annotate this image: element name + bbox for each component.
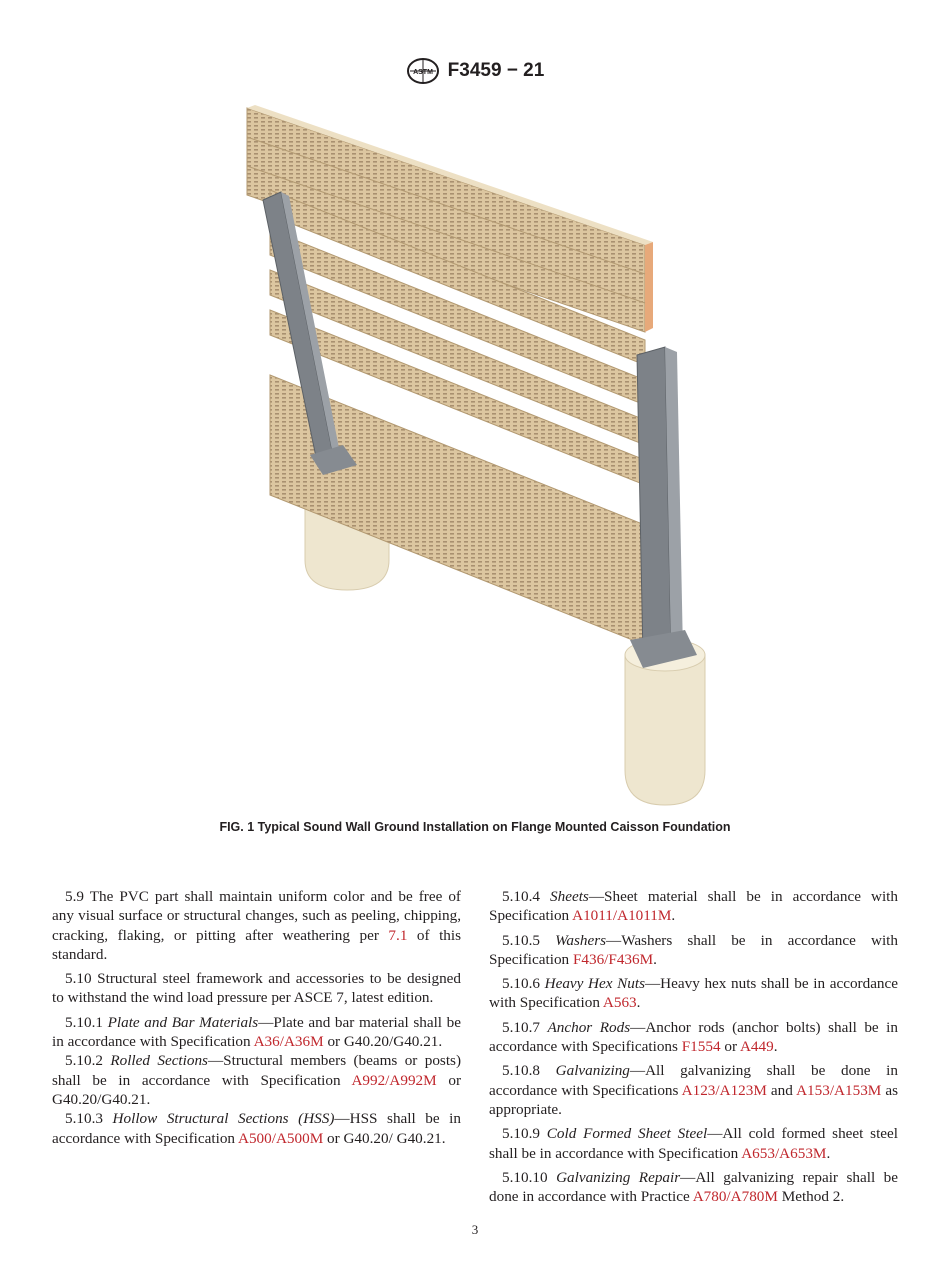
sound-wall-figure [225,100,725,815]
paragraph-5-10: 5.10 Structural steel framework and accessories to be designed to withstand the wind load pressure per ASCE 7, latest edition. [52,970,462,1007]
paragraph-5-10-7: 5.10.7 Anchor Rods—Anchor rods (anchor bolts) shall be in accordance with Specifications F1554 or A449. [489,1018,898,1056]
paragraph-5-9: 5.9 The PVC part shall maintain uniform color and be free of any visual surface or structural changes, such as peeling, chipping, cracking, flaking, or pitting after weathering per 7.1 of this standard. [52,888,462,963]
paragraph-5-10-8: 5.10.8 Galvanizing—All galvanizing shall be done in accordance with Specifications A123/A123M and A153/A153M as appropriate. [489,1062,899,1118]
link-a449[interactable]: A449 [739,1038,774,1056]
astm-logo-text: ASTM [412,69,433,76]
paragraph-5-10-1: 5.10.1 Plate and Bar Materials—Plate and bar material shall be in accordance with Specification A36/A36M or G40.20/G40.21. [52,1013,461,1051]
link-a780[interactable]: A780/A780M [692,1188,778,1206]
paragraph-5-10-9: 5.10.9 Cold Formed Sheet Steel—All cold formed sheet steel shall be in accordance with Specification A653/A653M. [489,1125,899,1162]
astm-logo-icon [406,57,440,85]
link-a500[interactable]: A500/A500M [237,1129,324,1147]
link-f1554[interactable]: F1554 [681,1038,721,1056]
link-a653[interactable]: A653/A653M [741,1144,827,1162]
paragraph-5-10-4: 5.10.4 Sheets—Sheet material shall be in accordance with Specification A1011/A1011M. [489,888,898,925]
link-a153[interactable]: A153/A153M [796,1081,882,1099]
link-a1011[interactable]: A1011/A1011M [572,907,672,925]
figure-caption: FIG. 1 Typical Sound Wall Ground Installation on Flange Mounted Caisson Foundation [219,820,731,834]
page-header [0,56,950,86]
right-column [489,887,898,1211]
link-a36[interactable]: A36/A36M [253,1033,324,1051]
document-id: F3459 − 21 [447,60,545,81]
left-column [52,887,461,1148]
page-number: 3 [471,1222,479,1237]
paragraph-5-10-3: 5.10.3 Hollow Structural Sections (HSS)—HSS shall be in accordance with Specification A500/A500M or G40.20/ G40.21. [52,1110,461,1147]
paragraph-5-10-2: 5.10.2 Rolled Sections—Structural members (beams or posts) shall be in accordance with Specification A992/A992M or G40.20/G40.21. [52,1052,462,1108]
paragraph-5-10-6: 5.10.6 Heavy Hex Nuts—Heavy hex nuts shall be in accordance with Specification A563. [489,975,899,1012]
right-caisson [625,639,705,805]
link-a992[interactable]: A992/A992M [351,1071,437,1089]
link-7-1[interactable]: 7.1 [388,926,408,944]
link-a563[interactable]: A563 [602,994,637,1012]
paragraph-5-10-10: 5.10.10 Galvanizing Repair—All galvanizing repair shall be done in accordance with Practice A780/A780M Method 2. [489,1168,898,1206]
paragraph-5-10-5: 5.10.5 Washers—Washers shall be in accordance with Specification F436/F436M. [489,931,898,968]
link-f436[interactable]: F436/F436M [572,950,654,968]
link-a123[interactable]: A123/A123M [681,1081,767,1099]
